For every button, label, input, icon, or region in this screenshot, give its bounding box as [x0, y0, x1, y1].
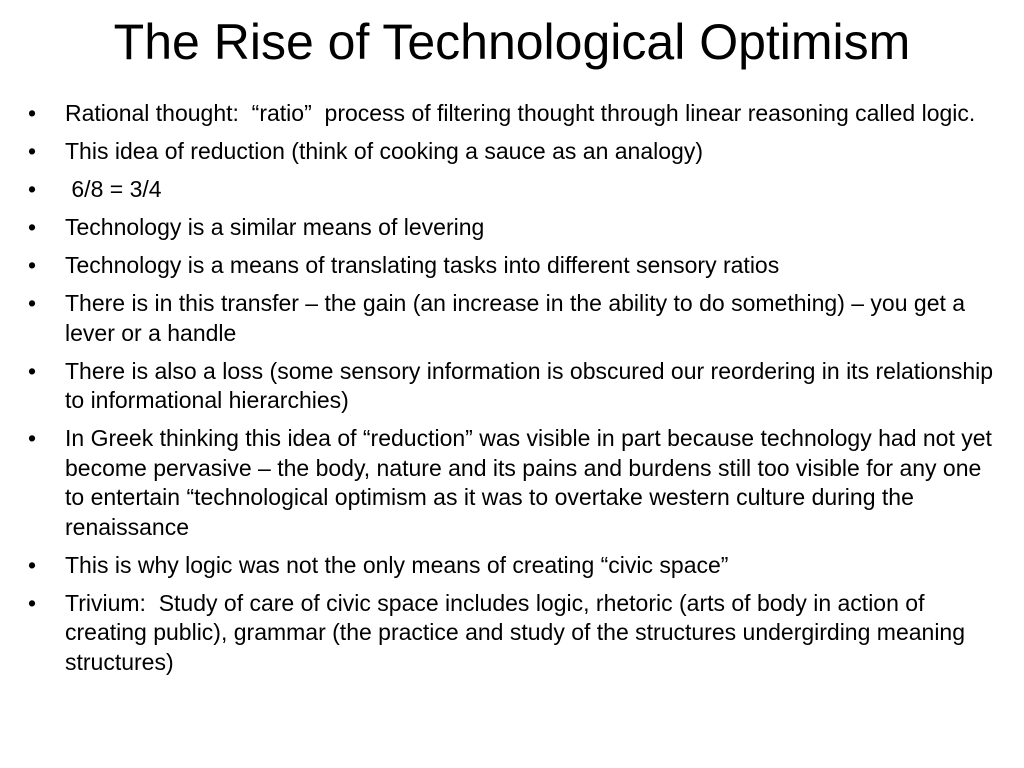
bullet-item-greek-thinking [28, 424, 999, 542]
bullet-item-civic-space [28, 551, 996, 581]
bullet-icon: • [28, 214, 37, 240]
bullet-item-rational-thought [28, 99, 996, 129]
bullet-item-sensory-ratios [28, 251, 996, 281]
bullet-text: Technology is a means of translating tasks into different sensory ratios [65, 252, 780, 278]
bullet-text: Rational thought: “ratio” process of filtering thought through linear reasoning called logic. [65, 100, 976, 126]
slide-title: The Rise of Technological Optimism [113, 14, 911, 70]
bullet-icon: • [28, 100, 37, 126]
bullet-item-loss [28, 357, 1000, 416]
bullet-text: This idea of reduction (think of cooking a sauce as an analogy) [65, 138, 703, 164]
bullet-item-levering [28, 213, 996, 243]
bullet-text: In Greek thinking this idea of “reduction” was visible in part because technology had not yet become pervasive – the body, nature and its pains and burdens still too visible for any one to entertain “technological optimism as it was to overtake western culture during the renaissance [65, 425, 999, 540]
bullet-item-fraction [28, 175, 996, 205]
bullet-text: Technology is a similar means of levering [65, 214, 485, 240]
bullet-list [28, 99, 1000, 686]
bullet-icon: • [28, 589, 37, 616]
bullet-icon: • [28, 425, 37, 451]
bullet-text: This is why logic was not the only means of creating “civic space” [65, 551, 729, 578]
bullet-icon: • [28, 357, 37, 384]
bullet-item-trivium [28, 589, 996, 678]
bullet-item-reduction [28, 137, 996, 167]
bullet-text: 6/8 = 3/4 [65, 176, 162, 202]
bullet-text: There is in this transfer – the gain (an increase in the ability to do something) – you get a lever or a handle [65, 290, 972, 346]
bullet-item-gain [28, 289, 996, 348]
bullet-icon: • [28, 252, 37, 278]
bullet-text: There is also a loss (some sensory information is obscured our reordering in its relationship to informational hierarchies) [65, 357, 1000, 413]
bullet-icon: • [28, 176, 37, 202]
bullet-icon: • [28, 551, 37, 578]
bullet-text: Trivium: Study of care of civic space includes logic, rhetoric (arts of body in action of creating public), grammar (the practice and study of the structures undergirding meaning structures) [65, 589, 972, 675]
bullet-icon: • [28, 290, 37, 316]
bullet-icon: • [28, 138, 37, 164]
